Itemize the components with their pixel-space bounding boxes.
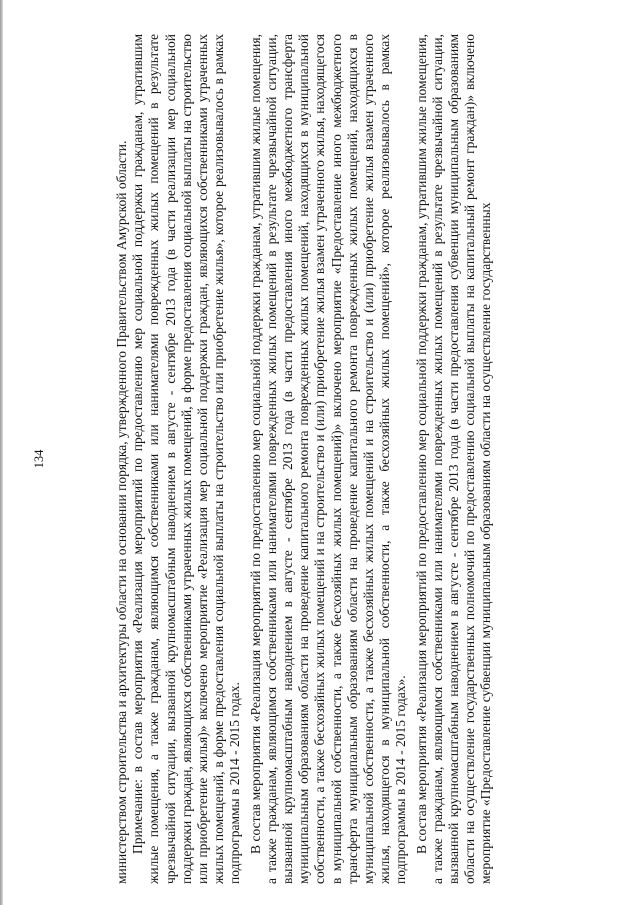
rotated-text-frame <box>32 34 574 884</box>
note-paragraph: Примечание: в состав мероприятия «Реализация мероприятий по предоставлению мер социальной поддержки гражданам, утратившим жилые помещения, а также гражданам, являющимся собственниками или нанимателями поврежденных жилых помещений в результате чрезвычайной ситуации, вызванной крупномасштабным наводнением в августе - сентябре 2013 года (в части реализации мер социальной поддержки граждан, являющихся собственниками утраченных жилых помещений, в форме предоставления социальной выплаты на строительство или приобретение жилья)» включено мероприятие «Реализация мер социальной поддержки граждан, являющихся собственниками утраченных жилых помещений, в форме предоставления социальной выплаты на строительство или приобретение жилья», которое реализовывалось в рамках подпрограммы в 2014 - 2015 годах. <box>130 34 243 884</box>
measure-c-paragraph: В состав мероприятия «Реализация мероприятий по предоставлению мер социальной поддержки гражданам, утратившим жилые помещения, а также гражданам, являющимся собственниками или нанимателями поврежденных жилых помещений в результате чрезвычайной ситуации, вызванной крупномасштабным наводнением в августе - сентябре 2013 года (в части предоставления субвенции муниципальным образованиям области на осуществление государственных полномочий по предоставлению социальной выплаты на капитальный ремонт граждан)» включено мероприятие «Предоставление субвенции муниципальным образованиям области на осуществление государственных <box>413 34 494 884</box>
page-number: 134 <box>32 449 46 469</box>
continuation-paragraph: министерством строительства и архитектуры области на основании порядка, утвержденного Правительством Амурской области. <box>114 140 129 884</box>
scan-edge-shadow <box>0 0 3 905</box>
measure-b-paragraph: В состав мероприятия «Реализация мероприятий по предоставлению мер социальной поддержки гражданам, утратившим жилые помещения, а также гражданам, являющимся собственниками или нанимателями поврежденных жилых помещений в результате чрезвычайной ситуации, вызванной крупномасштабным наводнением в августе - сентябре 2013 года (в части предоставления иного межбюджетного трансферта муниципальным образованиям области на проведение капитального ремонта поврежденных жилых помещений, находящихся в муниципальной собственности, а также бесхозяйных жилых помещений и на строительство и (или) приобретение жилья взамен утраченного жилья, находящегося в муниципальной собственности, а также бесхозяйных жилых помещений)» включено мероприятие «Предоставление иного межбюджетного трансферта муниципальным образованиям области на проведение капитального ремонта поврежденных жилых помещений, находящихся в муниципальной собственности, а также бесхозяйных жилых помещений и на строительство и (или) приобретение жилья взамен утраченного жилья, находящегося в муниципальной собственности, а также бесхозяйных жилых помещений», которое реализовывалось в рамках подпрограммы в 2014 - 2015 годах». <box>247 34 409 884</box>
